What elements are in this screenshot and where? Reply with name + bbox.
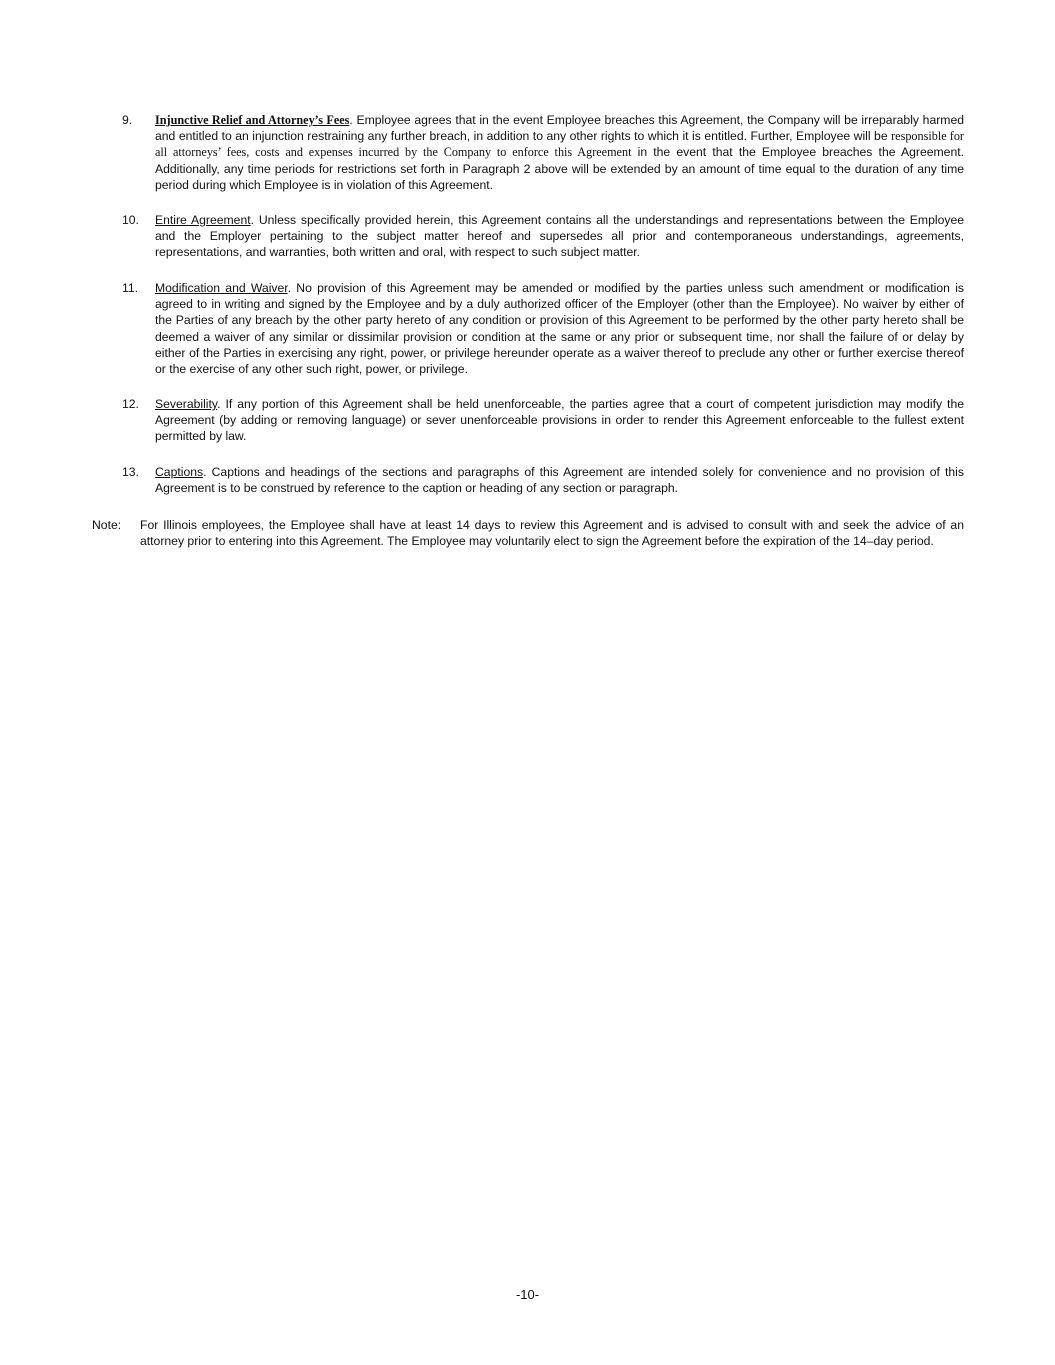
section-heading: Captions bbox=[155, 465, 204, 479]
section-9 bbox=[122, 112, 964, 193]
section-11 bbox=[122, 280, 964, 377]
section-10 bbox=[122, 212, 964, 261]
section-text: . If any portion of this Agreement shall be held unenforceable, the parties agree that a court of competent jurisdiction may modify the Agreement (by adding or removing language) or sever unenforceable provisions in order to render this Agreement enforceable to the fullest extent permitted by law. bbox=[155, 397, 964, 444]
section-body bbox=[155, 212, 964, 261]
section-13 bbox=[122, 464, 964, 496]
section-heading: Injunctive Relief and Attorney’s Fees bbox=[155, 113, 350, 127]
section-body bbox=[155, 112, 964, 193]
section-heading: Severability bbox=[155, 397, 218, 411]
illinois-note bbox=[92, 517, 964, 549]
note-label: Note: bbox=[92, 518, 122, 532]
section-text: in the event that the Employee breaches the Agreement. Additionally, any time periods for restrictions set forth in Paragraph 2 above will be extended by an amount of time equal to the duration of any time period during which Employee is in violation of this Agreement. bbox=[155, 145, 964, 192]
section-body bbox=[155, 396, 964, 445]
section-number: 9. bbox=[122, 113, 133, 127]
note-text: For Illinois employees, the Employee shall have at least 14 days to review this Agreement and is advised to consult with and seek the advice of an attorney prior to entering into this Agreement. The Employee may voluntarily elect to sign the Agreement before the expiration of the 14–day period. bbox=[140, 518, 964, 549]
section-text: . Unless specifically provided herein, this Agreement contains all the understandings and representations between the Employee and the Employer pertaining to the subject matter hereof and supersedes all prior and contemporaneous understandings, agreements, representations, and warranties, both written and oral, with respect to such subject matter. bbox=[155, 213, 965, 260]
section-body bbox=[155, 464, 964, 496]
section-text: . No provision of this Agreement may be amended or modified by the parties unless such amendment or modification is agreed to in writing and signed by the Employee and by a duly authorized officer of the Employer (other than the Employee). No waiver by either of the Parties of any breach by the other party hereto of any condition or provision of this Agreement to be performed by the other party hereto shall be deemed a waiver of any similar or dissimilar provision or condition at the same or any prior or subsequent time, nor shall the failure of or delay by either of the Parties in exercising any right, power, or privilege hereunder operate as a waiver thereof to preclude any other or further exercise thereof or the exercise of any other such right, power, or privilege. bbox=[155, 281, 964, 377]
section-text: . Employee agrees that in the event Employee breaches this Agreement, the Company will be irreparably harmed and entitled to an injunction restraining any further breach, in addition to any other rights to which it is entitled. Further, Employee will be bbox=[155, 113, 965, 144]
section-text-serif: responsible for all attorneys’ fees, costs and expenses incurred by the Company to enforce this Agreement bbox=[155, 129, 964, 160]
section-number: 10. bbox=[122, 213, 139, 227]
section-number: 13. bbox=[122, 465, 139, 479]
section-number: 11. bbox=[122, 281, 139, 295]
section-body bbox=[155, 280, 964, 377]
section-12 bbox=[122, 396, 964, 445]
section-heading: Modification and Waiver bbox=[155, 281, 288, 295]
section-text: . Captions and headings of the sections and paragraphs of this Agreement are intended solely for convenience and no provision of this Agreement is to be construed by reference to the caption or heading of any section or paragraph. bbox=[155, 465, 964, 496]
page-number: -10- bbox=[515, 1287, 540, 1302]
section-number: 12. bbox=[122, 397, 139, 411]
section-heading: Entire Agreement bbox=[155, 213, 251, 227]
